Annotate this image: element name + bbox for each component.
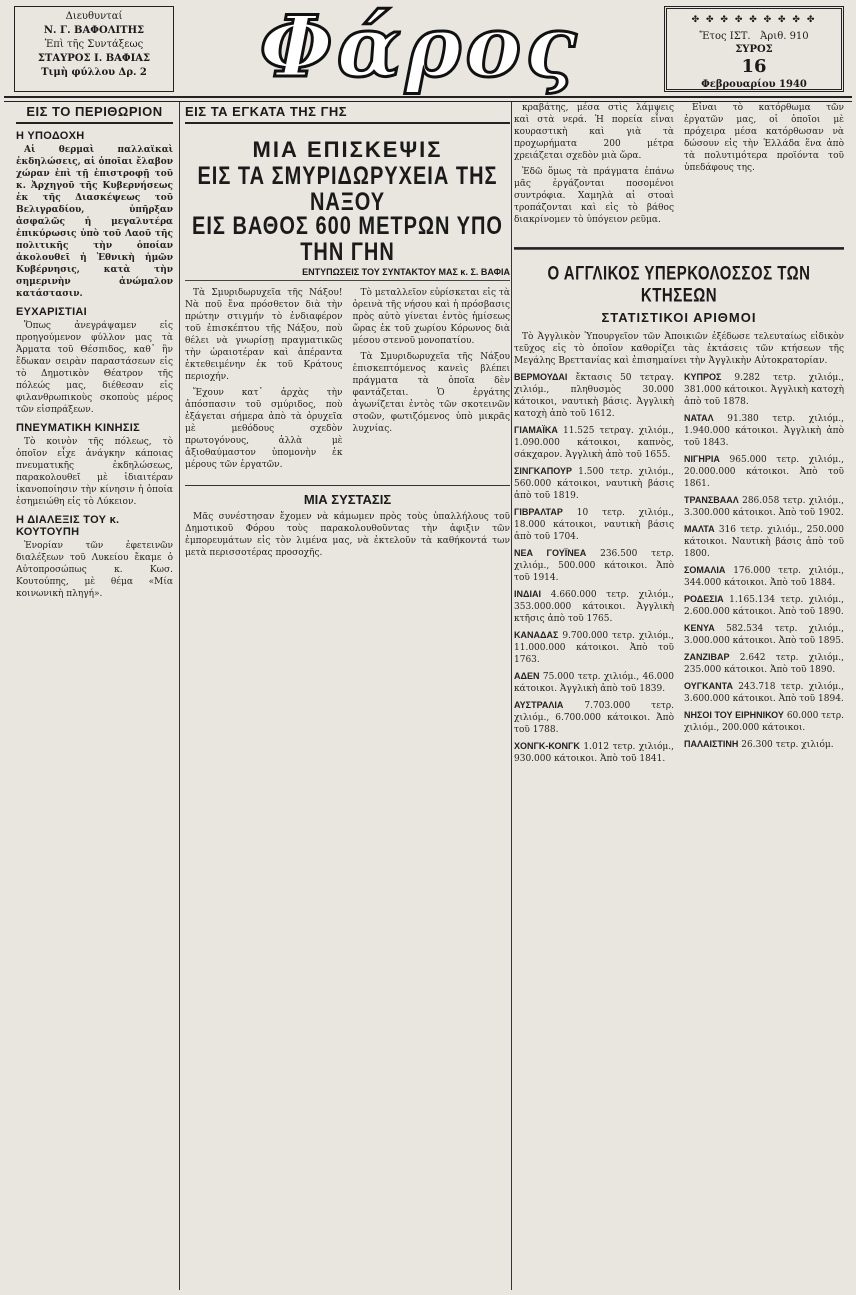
article-body: Ἐνορίαν τῶν ἐφετεινῶν διαλέξεων τοῦ Λυκείου ἔκαμε ὁ Αὐτοπροσώπως κ. Κωσ. Κουτούπης, μὲ θέμα «Μία κοινωνικὴ πληγή». — [16, 541, 173, 599]
list-item: ΚΕΝΥΑ 582.534 τετρ. χιλιόμ., 3.000.000 κάτοικοι. Ἀπὸ τοῦ 1895. — [684, 623, 844, 646]
article-paragraph: Τὰ Σμυριδωρυχεῖα τῆς Νάξου! Νὰ ποῦ ἔνα πρόσθετον διὰ τὴν πρώτην στιγμήν τὸ ἐνδιαφέρον τοῦ ἐπισκέπτου τῆς Νάξου, ποὺ θέλει νὰ γνωρίσῃ πραγματικῶς τὴν ὡραιοτέραν καὶ ἀπέραντα ἐκτεθειμένην ἐκ τοῦ Κράτους περιοχήν. — [185, 288, 343, 383]
article-body: Τὸ κοινὸν τῆς πόλεως, τὸ ὁποῖον εἶχε ἀνάγκην κάποιας πνευματικῆς ἐκδηλώσεως, παρακολουθεῖ μὲ ἰδιαιτέραν ἱκανοποίησιν τὴν κίνησιν ἡ ὁποία ἐσημειώθη εἰς τὸ Λύκειον. — [16, 437, 173, 507]
headline-visit: ΜΙΑ ΕΠΙΣΚΕΨΙΣ — [252, 137, 443, 162]
editorial-label: Ἐπὶ τῆς Συντάξεως — [44, 39, 144, 50]
headline-statistics: ΣΤΑΤΙΣΤΙΚΟΙ ΑΡΙΘΜΟΙ — [601, 310, 757, 325]
headline-mines: ΕΙΣ ΤΑ ΣΜΥΡΙΔΩΡΥΧΕΙΑ ΤΗΣ ΝΑΞΟΥ — [197, 162, 498, 217]
column-divider — [179, 102, 180, 1290]
list-item: ΣΟΜΑΛΙΑ 176.000 τετρ. χιλιόμ., 344.000 κάτοικοι. Ἀπὸ τοῦ 1884. — [684, 565, 844, 588]
article-title: Η ΔΙΑΛΕΞΙΣ ΤΟΥ κ. ΚΟΥΤΟΥΠΗ — [16, 514, 120, 538]
editor-name: ΣΤΑΥΡΟΣ Ι. ΒΑΦΙΑΣ — [37, 53, 151, 64]
list-item: ΓΙΒΡΑΛΤΑΡ 10 τετρ. χιλιόμ., 18.000 κάτοικοι, ναυτικὴ βάσις ἀπὸ τοῦ 1704. — [514, 507, 674, 542]
column-3 — [514, 102, 844, 1292]
article-paragraph: Ἐδῶ ὅμως τὰ πράγματα ἐπάνω μᾶς ἐργάζονται ποσομένοι συντρόφια. Χαμηλὰ αἱ στοαὶ τροπάζονται καὶ εἰς τὸ βάθος διακρίνομεν τὸ ὑπόγειον ρεῦμα. — [514, 167, 674, 225]
list-item: ΝΙΓΗΡΙΑ 965.000 τετρ. χιλιόμ., 20.000.000 κάτοικοι. Ἀπὸ τοῦ 1861. — [684, 454, 844, 489]
editors-box — [14, 6, 174, 92]
headline-colossus: Ο ΑΓΓΛΙΚΟΣ ΥΠΕΡΚΟΛΟΣΣΟΣ ΤΩΝ ΚΤΗΣΕΩΝ — [514, 247, 844, 307]
issue-year: Ἔτος ΙΣΤ. — [699, 31, 751, 42]
article-title: ΠΝΕΥΜΑΤΙΚΗ ΚΙΝΗΣΙΣ — [16, 422, 141, 434]
article-body: Αἱ θερμαὶ παλλαϊκαὶ ἐκδηλώσεις, αἱ ὁποῖαι ἔλαβον χώραν ἐπὶ τῇ ἐπιστροφῇ τοῦ κ. Ἀρχηγοῦ τῆς Κυβερνήσεως ἐκ τῆς Διασκέψεως τοῦ Βελιγραδίου, ὑπῆρξαν ἀσφαλῶς ἡ μεγαλυτέρα ἐπικύρωσις ὑπὸ τοῦ Λαοῦ τῆς πολιτικῆς τὴν ὁποίαν ἀκολουθεῖ ἡ Ἐθνικὴ ἡμῶν Κυβέρνησις, κατὰ τὴν σημερινὴν ἀνώμαλον κατάστασιν. — [16, 145, 173, 299]
list-item: ΤΡΑΝΣΒΑΑΛ 286.058 τετρ. χιλιόμ., 3.300.000 κάτοικοι. Ἀπὸ τοῦ 1902. — [684, 495, 844, 518]
headline-depth: ΕΙΣ ΒΑΘΟΣ 600 ΜΕΤΡΩΝ ΥΠΟ ΤΗΝ ΓΗΝ — [192, 212, 503, 267]
list-item: ΠΑΛΑΙΣΤΙΝΗ 26.300 τετρ. χιλιόμ. — [684, 739, 834, 750]
list-item: ΒΕΡΜΟΥΔΑΙ ἔκτασις 50 τετραγ. χιλιόμ., πληθυσμὸς 30.000 κάτοικοι, ναυτικὴ βάσις. Ἀγγλικὴ κατοχὴ ἀπὸ τοῦ 1612. — [514, 372, 674, 419]
list-item: ΚΥΠΡΟΣ 9.282 τετρ. χιλιόμ., 381.000 κάτοικοι. Ἀγγλικὴ κατοχὴ ἀπὸ τοῦ 1878. — [684, 372, 844, 407]
list-item: ΓΙΑΜΑΪΚΑ 11.525 τετραγ. χιλιόμ., 1.090.000 κάτοικοι, καπνὸς, σάκχαρον. Ἀγγλικὴ ἀπὸ τοῦ 1655. — [514, 425, 674, 460]
byline: ΕΝΤΥΠΩΣΕΙΣ ΤΟΥ ΣΥΝΤΑΚΤΟΥ ΜΑΣ κ. Σ. ΒΑΦΙΑ — [185, 267, 510, 281]
article-paragraph: Τὸ μεταλλεῖον εὑρίσκεται εἰς τὰ ὀρεινὰ τῆς νήσου καὶ ἡ πρόσβασις πρὸς αὐτὸ γίνεται ἐντὸς ἡμίσεως ὥρας ἐκ τοῦ χωρίου Κόρωνος διὰ μέσου στενοῦ μονοπατίου. — [352, 288, 510, 347]
article-title: ΕΥΧΑΡΙΣΤΙΑΙ — [16, 306, 88, 318]
list-item: ΡΟΔΕΣΙΑ 1.165.134 τετρ. χιλιόμ., 2.600.000 κάτοικοι. Ἀπὸ τοῦ 1890. — [684, 594, 844, 617]
issue-city: ΣΥΡΟΣ — [735, 44, 773, 55]
list-item: ΟΥΓΚΑΝΤΑ 243.718 τετρ. χιλιόμ., 3.600.000 κάτοικοι. Ἀπὸ τοῦ 1894. — [684, 681, 844, 704]
column-divider — [511, 102, 512, 1290]
list-item: ΣΙΝΓΚΑΠΟΥΡ 1.500 τετρ. χιλιόμ., 560.000 κάτοικοι, ναυτικὴ βάσις ἀπὸ τοῦ 1819. — [514, 466, 674, 501]
list-item: ΝΑΤΑΛ 91.380 τετρ. χιλιόμ., 1.940.000 κάτοικοι. Ἀγγλικὴ ἀπὸ τοῦ 1843. — [684, 413, 844, 448]
article-paragraph: Ἔχουν κατ᾽ ἀρχὰς τὴν ἀπόσπασιν τοῦ σμύριδος, ποὺ ἐξάγεται σήμερα ἀπὸ τὰ ὀρυχεῖα μὲ μεθόδους σχεδὸν πρωτογόνους, ἀλλὰ μὲ ἀξιοθαύμαστον ὑπομονὴν ἐκ μέρους τῶν ἐργατῶν. — [185, 388, 343, 471]
list-item: ΑΔΕΝ 75.000 τετρ. χιλιόμ., 46.000 κάτοικοι. Ἀγγλικὴ ἀπὸ τοῦ 1839. — [514, 671, 674, 694]
possessions-list-left — [514, 371, 674, 769]
list-item: ΜΑΛΤΑ 316 τετρ. χιλιόμ., 250.000 κάτοικοι. Ναυτικὴ βάσις ἀπὸ τοῦ 1800. — [684, 524, 844, 559]
statistics-intro: Τὸ Ἀγγλικὸν Ὑπουργεῖον τῶν Ἀποικιῶν ἐξέδωσε τελευταίως εἰδικὸν τεῦχος εἰς τὸ ὁποῖον καθορίζει τὰς ἐκτάσεις τῶν κτήσεων τῆς Μεγάλης Βρεττανίας καὶ ἐπισημαίνει τὴν Ἀγγλικὴν Αὐτοκρατορίαν. — [514, 332, 844, 366]
list-item: ΧΟΝΓΚ-ΚΟΝΓΚ 1.012 τετρ. χιλιόμ., 930.000 κάτοικοι. Ἀπὸ τοῦ 1841. — [514, 741, 674, 764]
possessions-list-right — [684, 371, 844, 769]
editors-label: Διευθυνταί — [65, 11, 123, 22]
list-item: ΝΗΣΟΙ ΤΟΥ ΕΙΡΗΝΙΚΟΥ 60.000 τετρ. χιλιόμ., 200.000 κάτοικοι. — [684, 710, 844, 733]
issue-date: Φεβρουαρίου 1940 — [701, 79, 807, 90]
masthead — [0, 0, 856, 96]
section-heading-earth: ΕΙΣ ΤΑ ΕΓΚΑΤΑ ΤΗΣ ΓΗΣ — [185, 102, 510, 124]
list-item: ΖΑΝΖΙΒΑΡ 2.642 τετρ. χιλιόμ., 235.000 κάτοικοι. Ἀπὸ τοῦ 1890. — [684, 652, 844, 675]
list-item: ΝΕΑ ΓΟΥΪΝΕΑ 236.500 τετρ. χιλιόμ., 500.000 κάτοικοι. Ἀπὸ τοῦ 1914. — [514, 548, 674, 583]
article-paragraph: Εἶναι τὸ κατόρθωμα τῶν ἐργατῶν μας, οἱ ὁποῖοι μὲ πρόχειρα μέσα κατόρθωσαν νὰ δώσουν εἰς τὴν Ἑλλάδα ἕνα ἀπὸ τὰ πολυτιμότερα προϊόντα τοῦ ὑπεδάφους της. — [684, 103, 844, 173]
newspaper-title: Φάρος — [259, 0, 581, 96]
director-name: Ν. Γ. ΒΑΦΟΛΙΤΗΣ — [43, 25, 145, 36]
article-title: Η ΥΠΟΔΟΧΗ — [16, 130, 85, 142]
article-paragraph: Τὰ Σμυριδωρυχεῖα τῆς Νάξου ἐπισκεπτόμενος κανεὶς βλέπει πράγματα τὰ ὁποῖα δὲν φαντάζεται. Ὁ ἐργάτης ἀγωνίζεται ἐντὸς τῶν σκοτεινῶν στοῶν, φωτιζόμενος ὑπὸ μικρᾶς λυχνίας. — [352, 352, 510, 435]
subhead-recommendation: ΜΙΑ ΣΥΣΤΑΣΙΣ — [185, 485, 510, 507]
recommendation-body: Μᾶς συνέστησαν ἔχομεν νὰ κάμωμεν πρὸς τοὺς ὑπαλλήλους τοῦ Δημοτικοῦ Φόρου τοὺς παρακολουθοῦντας τὴν ἀφιξιν τῶν ἐμπορευμάτων εἰς τὸν λιμένα μας, νὰ ἐκτελοῦν τὰ καθήκοντά των μετὰ περισσοτέρας προσοχῆς. — [185, 512, 510, 559]
list-item: ΙΝΔΙΑΙ 4.660.000 τετρ. χιλιόμ., 353.000.000 κάτοικοι. Ἀγγλικὴ κτῆσις ἀπὸ τοῦ 1765. — [514, 589, 674, 624]
column-2 — [185, 102, 510, 1292]
list-item: ΑΥΣΤΡΑΛΙΑ 7.703.000 τετρ. χιλιόμ., 6.700.000 κάτοικοι. Ἀπὸ τοῦ 1788. — [514, 700, 674, 735]
issue-box: ✤ ✤ ✤ ✤ ✤ ✤ ✤ ✤ ✤ Ἔτος ΙΣΤ. Ἀριθ. 910 ΣΥΡΟΣ 16 Φεβρουαρίου 1940 — [664, 6, 844, 92]
issue-number: Ἀριθ. 910 — [760, 31, 809, 42]
issue-price: Τιμὴ φύλλου Δρ. 2 — [41, 67, 147, 78]
section-heading-margin: ΕΙΣ ΤΟ ΠΕΡΙΘΩΡΙΟΝ — [16, 102, 173, 124]
column-1 — [16, 102, 173, 1292]
article-paragraph: κραβάτης, μέσα στὶς λάμψεις καὶ στὰ νερά. Ἡ πορεία εἶναι κουραστικὴ καὶ γιὰ τὰ προχωρήματα 200 μέτρα χρειάζεται σχεδὸν μιὰ ὥρα. — [514, 103, 674, 161]
article-body: Ὅπως ἀνεγράψαμεν εἰς προηγούμενον φύλλον μας τὰ Ἀρματα τοῦ Θέσπιδος, καθ᾽ ἣν ἔδωκαν σειρὰν παραστάσεων εἰς τὸ Δημοτικὸν Θέατρον τῆς πόλεώς μας, διέθεσαν εἰς φιλανθρωπικοὺς σκοποὺς μέρος τῶν εἰσπράξεων. — [16, 321, 173, 415]
list-item: ΚΑΝΑΔΑΣ 9.700.000 τετρ. χιλιόμ., 11.000.000 κάτοικοι. Ἀπὸ τοῦ 1763. — [514, 630, 674, 665]
issue-day: 16 — [741, 56, 767, 77]
